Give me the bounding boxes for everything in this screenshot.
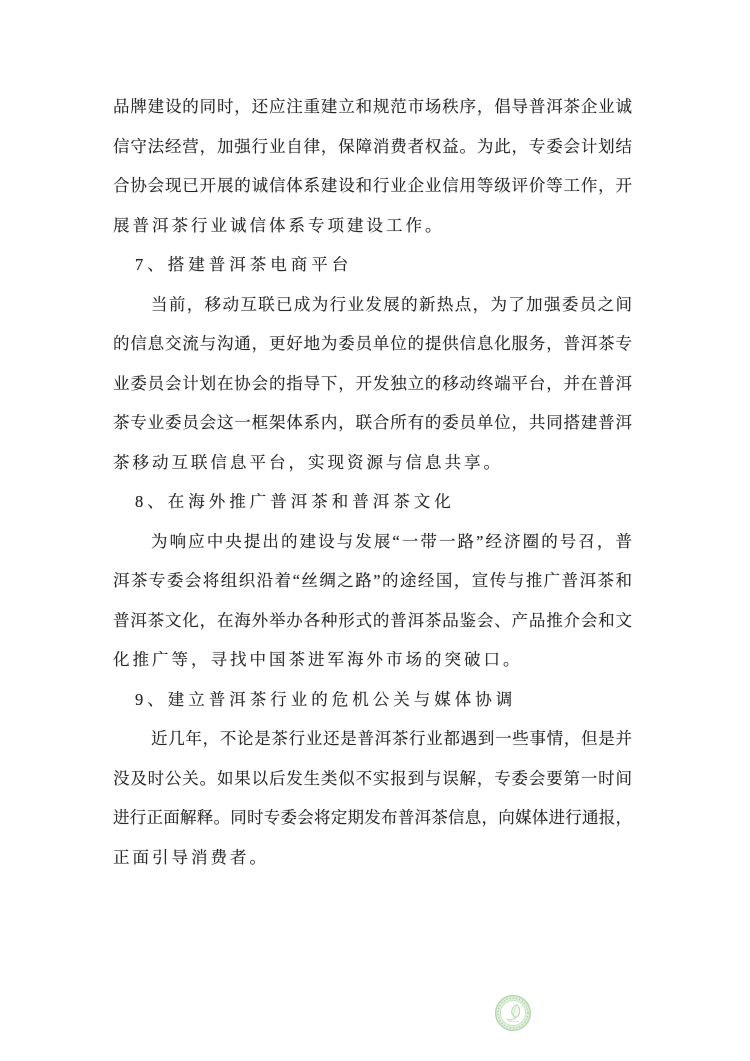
text-line: 没及时公关。如果以后发生类似不实报到与误解，专委会要第一时间 [113,768,632,788]
paragraph [113,522,632,680]
text-line: 进行正面解释。同时专委会将定期发布普洱茶信息，向媒体进行通报， [113,808,632,827]
text-line: 化推广等，寻找中国茶进军海外市场的突破口。 [113,650,523,669]
section-heading-8 [113,482,632,522]
text-line: 品牌建设的同时，还应注重建立和规范市场秩序，倡导普洱茶企业诚 [113,97,632,116]
text-line: 合协会现已开展的诚信体系建设和行业企业信用等级评价等工作，开 [113,176,632,195]
text-line: 展普洱茶行业诚信体系专项建设工作。 [113,215,445,235]
text-line: 的信息交流与沟通，更好地为委员单位的提供信息化服务，普洱茶专 [113,334,632,353]
text-line: 正面引导消费者。 [113,847,269,867]
paragraph [113,285,632,483]
text-line: 为响应中央提出的建设与发展“一带一路”经济圈的号召，普 [151,531,632,551]
text-line: 业委员会计划在协会的指导下，开发独立的移动终端平台，并在普洱 [113,373,632,393]
document-text [113,87,632,877]
leaf-seal-icon [491,991,535,1035]
text-line: 普洱茶文化，在海外举办各种形式的普洱茶品鉴会、产品推介会和文 [113,610,632,630]
paragraph [113,719,632,877]
text-line: 信守法经营，加强行业自律，保障消费者权益。为此，专委会计划结 [113,136,632,156]
text-line: 茶专业委员会这一框架体系内，联合所有的委员单位，共同搭建普洱 [113,413,632,432]
text-line: 当前，移动互联已成为行业发展的新热点，为了加强委员之间 [151,294,632,314]
heading-line: 7、搭建普洱茶电商平台 [135,255,353,274]
heading-line: 9、建立普洱茶行业的危机公关与媒体协调 [135,689,517,709]
section-heading-9 [113,680,632,720]
section-heading-7 [113,245,632,285]
heading-line: 8、在海外推广普洱茶和普洱茶文化 [135,492,455,511]
text-line: 近几年，不论是茶行业还是普洱茶行业都遇到一些事情，但是并 [151,729,632,748]
paragraph [113,87,632,245]
text-line: 茶移动互联信息平台，实现资源与信息共享。 [113,452,503,472]
text-line: 洱茶专委会将组织沿着“丝绸之路”的途经国，宣传与推广普洱茶和 [113,571,632,590]
